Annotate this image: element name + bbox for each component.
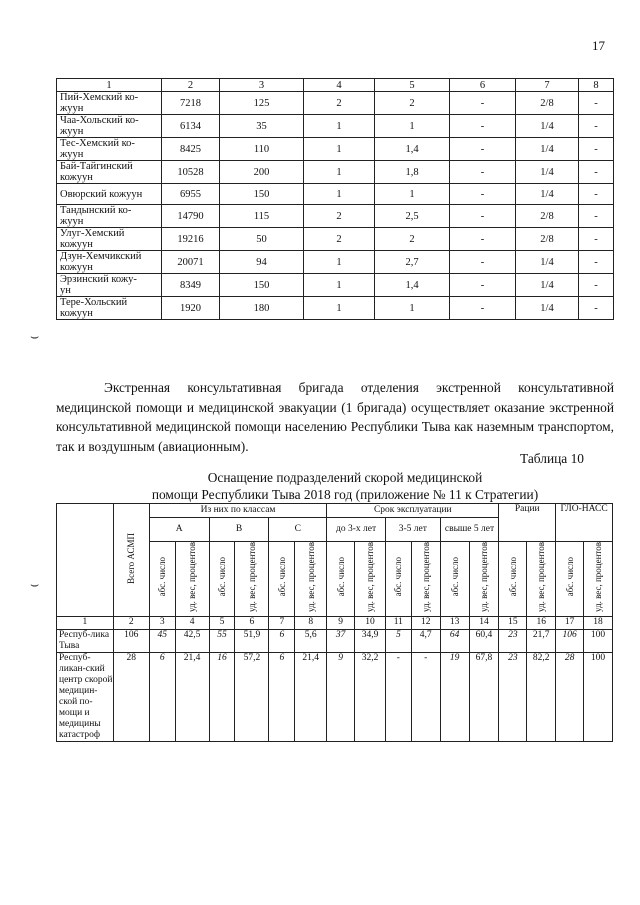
table-cell: 23: [499, 629, 527, 652]
unit-name: Респуб-лика Тыва: [57, 629, 114, 652]
district-name-line: Овюрский кожуун: [60, 188, 143, 200]
column-number: 18: [583, 616, 612, 629]
table-cell: 1: [375, 297, 450, 320]
percent-header: уд. вес, процентов: [411, 542, 440, 617]
table-cell: 1/4: [516, 274, 579, 297]
district-name: [57, 92, 162, 115]
abs-number-header: абс. число: [269, 542, 295, 617]
table-cell: 1/4: [516, 115, 579, 138]
table-cell: 125: [220, 92, 304, 115]
column-number: 3: [149, 616, 175, 629]
table-cell: -: [579, 184, 614, 205]
table-header-row: [57, 79, 614, 92]
classes-header: Из них по классам: [149, 504, 326, 518]
table-cell: 23: [499, 652, 527, 741]
percent-header: уд. вес, процентов: [469, 542, 499, 617]
table-cell: 20071: [162, 251, 220, 274]
district-name-line: Бай-Тайгинский: [60, 161, 133, 172]
percent-header: уд. вес, процентов: [355, 542, 386, 617]
column-number: 3: [220, 79, 304, 92]
table-cell: 34,9: [355, 629, 386, 652]
table-cell: -: [450, 92, 516, 115]
column-number: 11: [385, 616, 411, 629]
table-cell: 100: [583, 629, 612, 652]
percent-header: уд. вес, процентов: [583, 542, 612, 617]
district-name: [57, 228, 162, 251]
table-row: [57, 92, 614, 115]
abs-number-header: абс. число: [385, 542, 411, 617]
column-number: 12: [411, 616, 440, 629]
table-cell: 100: [583, 652, 612, 741]
table-cell: 200: [220, 161, 304, 184]
table-cell: 6134: [162, 115, 220, 138]
table-cell: -: [450, 251, 516, 274]
table-cell: 2/8: [516, 205, 579, 228]
table-cell: -: [450, 115, 516, 138]
table-cell: 60,4: [469, 629, 499, 652]
table-cell: 6955: [162, 184, 220, 205]
table-cell: 1: [304, 251, 375, 274]
table-row: [57, 228, 614, 251]
table-row: [57, 652, 613, 741]
table-cell: 110: [220, 138, 304, 161]
table-cell: -: [450, 161, 516, 184]
table-cell: 4,7: [411, 629, 440, 652]
table-cell: 21,4: [295, 652, 327, 741]
table-cell: 150: [220, 184, 304, 205]
table-row: [57, 115, 614, 138]
district-name: [57, 138, 162, 161]
table-row: [57, 297, 614, 320]
table-cell: 51,9: [235, 629, 269, 652]
column-number: 15: [499, 616, 527, 629]
table-cell: -: [579, 228, 614, 251]
district-name: [57, 184, 162, 205]
table-row: [57, 629, 613, 652]
table-cell: 8349: [162, 274, 220, 297]
percent-header: уд. вес, процентов: [235, 542, 269, 617]
table-cell: 1/4: [516, 184, 579, 205]
page-number: 17: [592, 38, 605, 53]
column-number: 6: [450, 79, 516, 92]
margin-mark: ⌣: [30, 578, 40, 593]
table-cell: 10528: [162, 161, 220, 184]
table-cell: -: [450, 138, 516, 161]
table-cell: -: [579, 251, 614, 274]
percent-header: уд. вес, процентов: [295, 542, 327, 617]
table-cell: 115: [220, 205, 304, 228]
table-cell: 2,7: [375, 251, 450, 274]
district-name-line: кожуун: [60, 308, 93, 319]
table-cell: 64: [440, 629, 469, 652]
column-number: 8: [579, 79, 614, 92]
table-cell: 1: [304, 161, 375, 184]
class-b-header: В: [209, 518, 269, 542]
table-cell: 28: [113, 652, 149, 741]
district-name-line: Эрзинский кожу-: [60, 274, 137, 285]
table-cell: -: [450, 228, 516, 251]
district-name-line: жуун: [60, 126, 84, 137]
paragraph-text: Экстренная консультативная бригада отделения экстренной консультативной медицинской помощи и медицинской эвакуации (1 бригада) осуществляет оказание экстренной консультативной медицинской помощи населению Республики Тыва как наземным транспортом, так и воздушным (авиационным).: [56, 380, 614, 454]
column-number: 2: [113, 616, 149, 629]
table-title: [100, 469, 590, 503]
table-cell: 1,8: [375, 161, 450, 184]
table-cell: 150: [220, 274, 304, 297]
district-name: [57, 205, 162, 228]
term-3-5-header: 3-5 лет: [385, 518, 440, 542]
column-number: 16: [527, 616, 556, 629]
table-cell: 5,6: [295, 629, 327, 652]
table-cell: 94: [220, 251, 304, 274]
table-cell: 1,4: [375, 138, 450, 161]
district-name-line: жуун: [60, 103, 84, 114]
column-number: 9: [327, 616, 355, 629]
table-cell: 21,4: [175, 652, 209, 741]
table-cell: -: [579, 115, 614, 138]
abs-number-header: абс. число: [149, 542, 175, 617]
abs-number-header: абс. число: [499, 542, 527, 617]
table-cell: 1: [304, 184, 375, 205]
table-cell: 16: [209, 652, 235, 741]
table-row: [57, 274, 614, 297]
table-cell: 180: [220, 297, 304, 320]
district-name-line: Чаа-Хольский ко-: [60, 115, 139, 126]
district-name-line: жуун: [60, 216, 84, 227]
table-cell: 32,2: [355, 652, 386, 741]
table-cell: 7218: [162, 92, 220, 115]
table-cell: -: [450, 274, 516, 297]
table-cell: 14790: [162, 205, 220, 228]
table-cell: -: [450, 184, 516, 205]
district-name: [57, 274, 162, 297]
district-name-line: кожуун: [60, 239, 93, 250]
column-number: 14: [469, 616, 499, 629]
equipment-table: [56, 503, 613, 742]
table-cell: 1/4: [516, 297, 579, 320]
table-cell: 2: [304, 205, 375, 228]
abs-number-header: абс. число: [209, 542, 235, 617]
district-name-line: Дзун-Хемчикский: [60, 251, 142, 262]
table-cell: 1920: [162, 297, 220, 320]
margin-mark: ⌣: [30, 330, 40, 345]
district-name-line: Пий-Хемский ко-: [60, 92, 139, 103]
table-cell: 21,7: [527, 629, 556, 652]
district-name: [57, 115, 162, 138]
column-number: 7: [516, 79, 579, 92]
table-title-line: Оснащение подразделений скорой медицинской: [207, 470, 483, 485]
table-cell: -: [450, 297, 516, 320]
districts-table: [56, 78, 614, 320]
percent-header: уд. вес, процентов: [527, 542, 556, 617]
district-name: [57, 297, 162, 320]
column-number: 6: [235, 616, 269, 629]
table-cell: 2: [304, 92, 375, 115]
table-cell: 1: [304, 297, 375, 320]
term-header: Срок эксплуатации: [327, 504, 499, 518]
table-cell: 9: [327, 652, 355, 741]
table-cell: 1/4: [516, 161, 579, 184]
table-cell: 6: [269, 629, 295, 652]
table-cell: 2/8: [516, 228, 579, 251]
table-cell: -: [579, 138, 614, 161]
abs-number-header: абс. число: [327, 542, 355, 617]
table-cell: 67,8: [469, 652, 499, 741]
district-name-line: кожуун: [60, 172, 93, 183]
table-cell: -: [579, 205, 614, 228]
table-cell: -: [579, 297, 614, 320]
table-cell: 1: [304, 274, 375, 297]
district-name-line: жуун: [60, 149, 84, 160]
table-cell: 6: [269, 652, 295, 741]
table-cell: 1/4: [516, 251, 579, 274]
column-number: 5: [209, 616, 235, 629]
table-cell: 1,4: [375, 274, 450, 297]
column-number: 1: [57, 616, 114, 629]
column-number: 4: [175, 616, 209, 629]
table-cell: 6: [149, 652, 175, 741]
column-number: 4: [304, 79, 375, 92]
column-number: 10: [355, 616, 386, 629]
table-row: [57, 161, 614, 184]
table-cell: 1: [304, 138, 375, 161]
table-cell: 1: [375, 115, 450, 138]
column-number: 2: [162, 79, 220, 92]
glonass-header: ГЛО-НАСС: [556, 504, 613, 542]
table-row: [57, 138, 614, 161]
table-cell: 82,2: [527, 652, 556, 741]
percent-header: уд. вес, процентов: [175, 542, 209, 617]
table-cell: 2,5: [375, 205, 450, 228]
table-cell: 19: [440, 652, 469, 741]
table-cell: 50: [220, 228, 304, 251]
table-cell: -: [579, 161, 614, 184]
column-number: 1: [57, 79, 162, 92]
district-name-line: Тере-Хольский: [60, 297, 128, 308]
table-cell: 1: [375, 184, 450, 205]
table-label: Таблица 10: [520, 451, 584, 466]
district-name: [57, 251, 162, 274]
table-cell: 2: [375, 228, 450, 251]
radio-header: Рации: [499, 504, 556, 542]
column-number: 13: [440, 616, 469, 629]
table-cell: 8425: [162, 138, 220, 161]
district-name-line: Тандынский ко-: [60, 205, 132, 216]
table-cell: 28: [556, 652, 584, 741]
table-cell: 106: [556, 629, 584, 652]
table-cell: 35: [220, 115, 304, 138]
district-name-line: Улуг-Хемский: [60, 228, 125, 239]
table-row: [57, 205, 614, 228]
table-cell: 1/4: [516, 138, 579, 161]
column-number: 5: [375, 79, 450, 92]
abs-number-header: абс. число: [440, 542, 469, 617]
district-name-line: кожуун: [60, 262, 93, 273]
table-cell: -: [579, 274, 614, 297]
total-asmp-header: Всего АСМП: [113, 504, 149, 617]
abs-number-header: абс. число: [556, 542, 584, 617]
class-a-header: А: [149, 518, 209, 542]
table-cell: 45: [149, 629, 175, 652]
table-cell: 2: [375, 92, 450, 115]
table-cell: 57,2: [235, 652, 269, 741]
district-name-line: Тес-Хемский ко-: [60, 138, 135, 149]
table-cell: 19216: [162, 228, 220, 251]
column-number: 7: [269, 616, 295, 629]
district-name-line: ун: [60, 285, 71, 296]
table-cell: 2/8: [516, 92, 579, 115]
table-cell: 106: [113, 629, 149, 652]
term-over-5-header: свыше 5 лет: [440, 518, 499, 542]
table-cell: 5: [385, 629, 411, 652]
column-number: 8: [295, 616, 327, 629]
class-c-header: С: [269, 518, 327, 542]
table-cell: 55: [209, 629, 235, 652]
unit-name: Респуб-ликан-ский центр скорой медицин-ской по-мощи и медицины катастроф: [57, 652, 114, 741]
table-title-line: помощи Республики Тыва 2018 год (приложение № 11 к Стратегии): [151, 487, 539, 502]
table-cell: 2: [304, 228, 375, 251]
table-cell: -: [411, 652, 440, 741]
table-row: [57, 251, 614, 274]
term-up-to-3-header: до 3-х лет: [327, 518, 386, 542]
table-cell: 37: [327, 629, 355, 652]
table-cell: -: [450, 205, 516, 228]
column-number: 17: [556, 616, 584, 629]
table-row: [57, 184, 614, 205]
table-cell: -: [579, 92, 614, 115]
district-name: [57, 161, 162, 184]
table-cell: 1: [304, 115, 375, 138]
table-cell: -: [385, 652, 411, 741]
table-cell: 42,5: [175, 629, 209, 652]
